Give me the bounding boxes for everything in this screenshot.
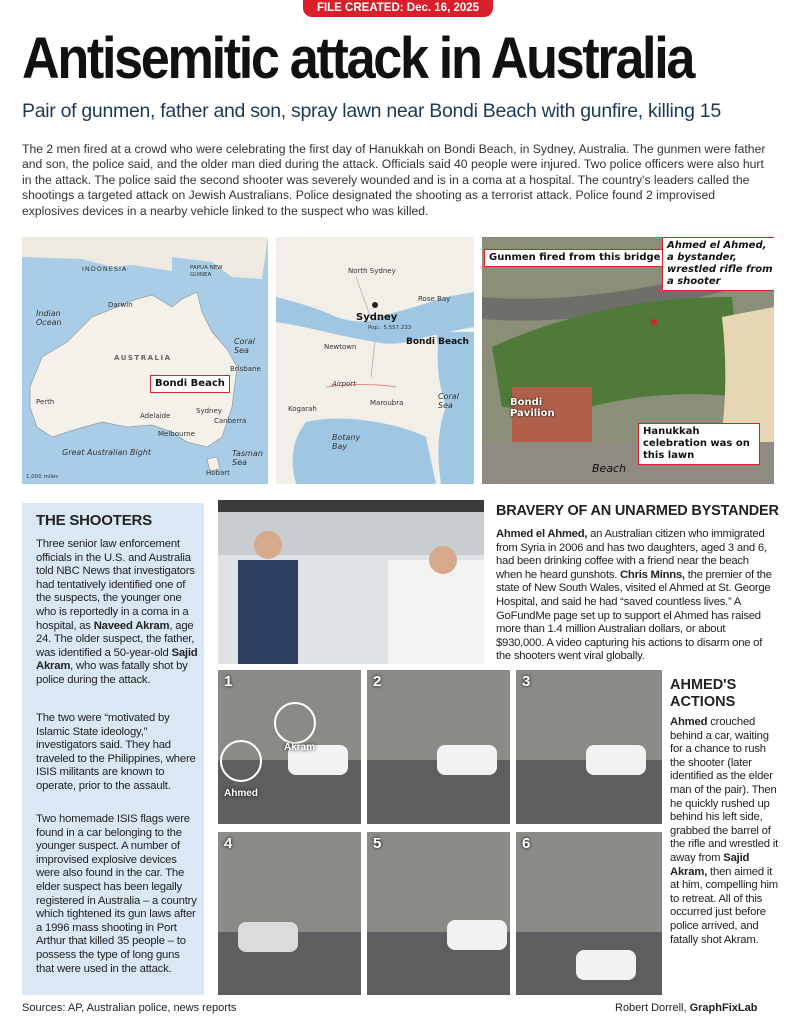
map-label-indian-ocean: Indian Ocean bbox=[36, 309, 62, 327]
map-scale: 1,000 miles bbox=[26, 474, 59, 480]
bridge-callout: Gunmen fired from this bridge bbox=[484, 249, 665, 267]
actions-title: AHMED'S ACTIONS bbox=[670, 677, 737, 710]
video-frame-3 bbox=[516, 670, 662, 824]
map-label-perth: Perth bbox=[36, 398, 55, 406]
australia-map bbox=[22, 237, 268, 484]
ahmed-location-callout: Ahmed el Ahmed, a bystander, wrestled rifle from a shooter bbox=[662, 237, 774, 291]
sources-line: Sources: AP, Australian police, news reports bbox=[22, 1002, 237, 1014]
map-label-canberra: Canberra bbox=[214, 417, 247, 425]
map-label-maroubra: Maroubra bbox=[370, 399, 404, 407]
map-label-melbourne: Melbourne bbox=[158, 430, 195, 438]
map-label-airport: Airport bbox=[332, 380, 356, 388]
map-label-indonesia: INDONESIA bbox=[82, 265, 128, 273]
frame-number-6: 6 bbox=[522, 835, 531, 852]
map-label-population: Pop.: 5,557,233 bbox=[368, 325, 412, 331]
map-label-australia: AUSTRALIA bbox=[114, 354, 172, 362]
frame-number-4: 4 bbox=[224, 835, 233, 852]
akram-tag: Akram bbox=[284, 742, 316, 753]
video-frame-4 bbox=[218, 832, 361, 995]
frame-number-2: 2 bbox=[373, 673, 382, 690]
map-label-bondi-beach: Bondi Beach bbox=[406, 337, 469, 347]
beach-label: Beach bbox=[592, 462, 627, 475]
bravery-title: BRAVERY OF AN UNARMED BYSTANDER bbox=[496, 503, 779, 519]
shooters-title: THE SHOOTERS bbox=[36, 512, 152, 529]
sydney-map bbox=[276, 237, 474, 484]
video-frame-1 bbox=[218, 670, 361, 824]
bravery-paragraph: Ahmed el Ahmed, an Australian citizen who immigrated from Syria in 2006 and has two daughters, aged 3 and 6, had been drinking coffee with a friend near the beach when he heard gunshots. Chris Minns, the premier of the state of New South Wales, visited el Ahmed at St. George Hospital, and said he had “saved countless lives.” A GoFundMe page set up to support el Ahmed has raised more than 1.4 million Australian dollars, or about $930,000. A video capturing his actions to disarm one of the shooters went viral globally. bbox=[496, 528, 772, 663]
frame-number-5: 5 bbox=[373, 835, 382, 852]
file-created-banner: FILE CREATED: Dec. 16, 2025 bbox=[303, 0, 493, 17]
map-label-newtown: Newtown bbox=[324, 343, 357, 351]
map-label-botany-bay: Botany Bay bbox=[332, 433, 361, 451]
frame-number-3: 3 bbox=[522, 673, 531, 690]
headline: Antisemitic attack in Australia bbox=[22, 26, 694, 91]
map-label-coral-sea: Coral Sea bbox=[234, 337, 255, 355]
shooters-paragraph-2: The two were “motivated by Islamic State ideology,” investigators said. They had traveled to the Philippines, where ISIS militants are known to operate, prior to the assault. bbox=[36, 712, 196, 792]
map-label-sydney: Sydney bbox=[356, 312, 398, 323]
video-frame-6 bbox=[516, 832, 662, 995]
map-label-bight: Great Australian Bight bbox=[62, 448, 151, 457]
map-label-darwin: Darwin bbox=[108, 301, 133, 309]
hospital-photo bbox=[218, 500, 484, 664]
map-label-tasman-sea: Tasman Sea bbox=[232, 449, 263, 467]
bondi-beach-callout: Bondi Beach bbox=[150, 375, 230, 393]
video-frame-2 bbox=[367, 670, 510, 824]
shooters-paragraph-3: Two homemade ISIS flags were found in a car belonging to the younger suspect. A number of improvised explosive devices were also found in the car. The elder suspect has been legally registered in Australia – a country which tightened its gun laws after a 1996 mass shooting in Port Arthur that killed 35 people – to possess the type of long guns that were used in the attack. bbox=[36, 813, 197, 975]
map-label-kogarah: Kogarah bbox=[288, 405, 317, 413]
map-label-papua: PAPUA NEW GUINEA bbox=[190, 265, 223, 278]
aerial-photo bbox=[482, 237, 774, 484]
map-label-adelaide: Adelaide bbox=[140, 412, 171, 420]
intro-paragraph: The 2 men fired at a crowd who were celebrating the first day of Hanukkah on Bondi Beach, in Sydney, Australia. The gunmen were father and son, the police said, and the older man died during the attack. Officials said 40 people were injured. Two police officers were also hurt in the attack. The police said the second shooter was severely wounded and is in a coma at a hospital. The country's leaders called the shootings a targeted attack on Jewish Australians. Police designated the shooting as a terrorist attack. Police found 2 improvised explosives devices in a nearby vehicle linked to the suspect who was killed. bbox=[22, 142, 766, 218]
map-label-north-sydney: North Sydney bbox=[348, 267, 396, 275]
map-label-coral-sea: Coral Sea bbox=[438, 392, 459, 410]
map-label-brisbane: Brisbane bbox=[230, 365, 261, 373]
map-label-sydney: Sydney bbox=[196, 407, 222, 415]
credit-line: Robert Dorrell, GraphFixLab bbox=[615, 1002, 758, 1014]
pavilion-label: Bondi Pavilion bbox=[510, 397, 555, 419]
map-label-rose-bay: Rose Bay bbox=[418, 295, 451, 303]
ahmed-tag: Ahmed bbox=[224, 788, 258, 799]
shooters-paragraph-1: Three senior law enforcement officials in the U.S. and Australia told NBC News that investigators had tentatively identified one of the suspects, the younger one who is reportedly in a coma in a hospital, as Naveed Akram, age 24. The older suspect, the father, was identified a 50-year-old Sajid Akram, who was fatally shot by police during the attack. bbox=[36, 538, 198, 686]
video-frame-5 bbox=[367, 832, 510, 995]
frame-number-1: 1 bbox=[224, 673, 233, 690]
actions-paragraph: Ahmed crouched behind a car, waiting for a chance to rush the shooter (later identified as the elder man of the pair). Then he quickly rushed up behind his left side, grabbed the barrel of the rifle and wrestled it away from Sajid Akram, then aimed it at him, compelling him to retreat. All of this occurred just before police arrived, and fatally shot Akram. bbox=[670, 716, 779, 946]
lawn-callout: Hanukkah celebration was on this lawn bbox=[638, 423, 760, 465]
map-label-hobart: Hobart bbox=[206, 469, 230, 477]
subheadline: Pair of gunmen, father and son, spray lawn near Bondi Beach with gunfire, killing 15 bbox=[22, 100, 721, 122]
